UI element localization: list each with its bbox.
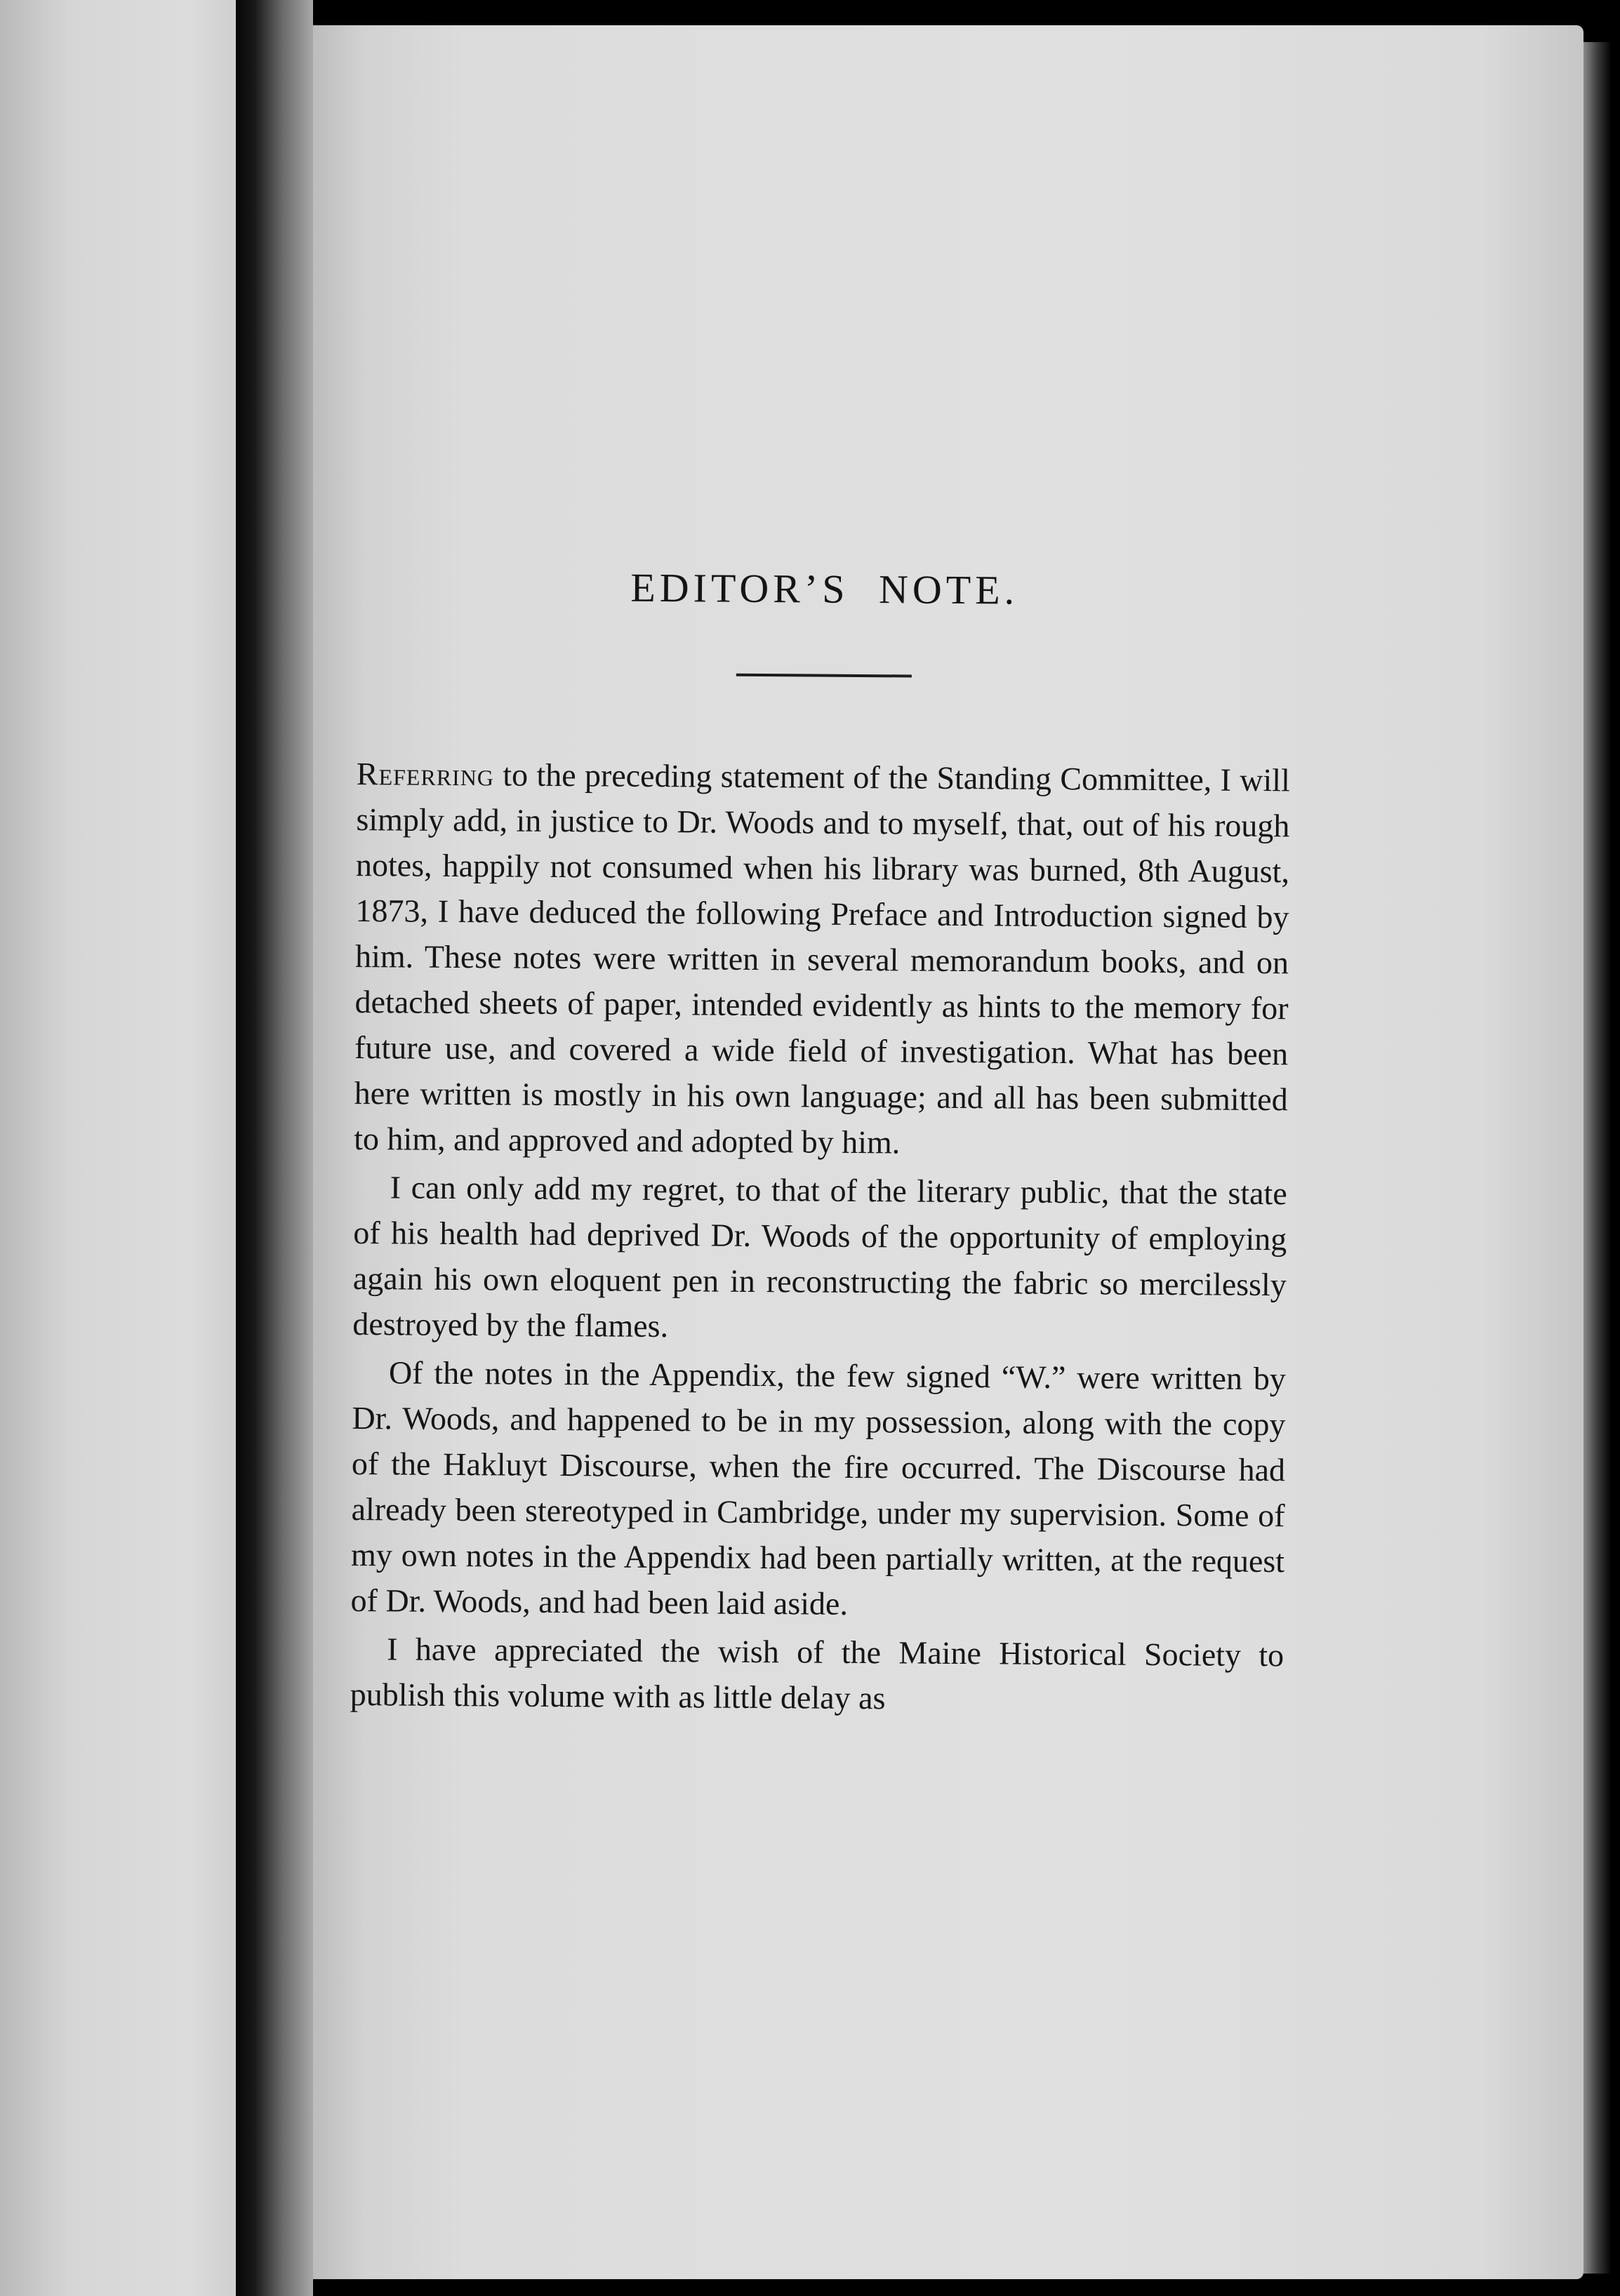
paragraph-4: I have appreciated the wish of the Maine Historical Society to publish this volume with as little delay as bbox=[350, 1631, 1284, 1716]
facing-page bbox=[0, 0, 236, 2296]
book-gutter bbox=[236, 0, 313, 2296]
paragraph-3: Of the notes in the Appendix, the few signed “W.” were written by Dr. Woods, and happened to be in my possession, along with the copy of the Hakluyt Discourse, when the fire occurred. The Discourse had already been stereotyped in Cambridge, under my supervision. Some of my own notes in the Appendix had been partially written, at the request of Dr. Woods, and had been laid aside. bbox=[350, 1354, 1287, 1622]
page-edge bbox=[1584, 42, 1612, 2274]
page-content bbox=[350, 561, 1292, 1723]
paragraph-1 bbox=[354, 751, 1290, 1168]
paragraph-1-text: to the preceding statement of the Standing Committee, I will simply add, in justice to Dr. Woods and to myself, that, out of his rough notes, happily not consumed when his library was burned, 8th August, 1873, I have deduced the following Preface and Introduction signed by him. These notes were written in several memorandum books, and on detached sheets of paper, intended evidently as hints to the memory for future use, and covered a wide field of investigation. What has been here written is mostly in his own language; and all has been submitted to him, and approved and adopted by him. bbox=[354, 756, 1291, 1161]
paragraph-2: I can only add my regret, to that of the literary public, that the state of his health had deprived Dr. Woods of the opportunity of employing again his own eloquent pen in reconstructing the fabric so mercilessly destroyed by the flames. bbox=[352, 1169, 1287, 1344]
title-rule bbox=[736, 674, 912, 678]
page-title: EDITOR’S NOTE. bbox=[630, 564, 1019, 613]
paragraph-1-lead: Referring bbox=[356, 755, 495, 793]
